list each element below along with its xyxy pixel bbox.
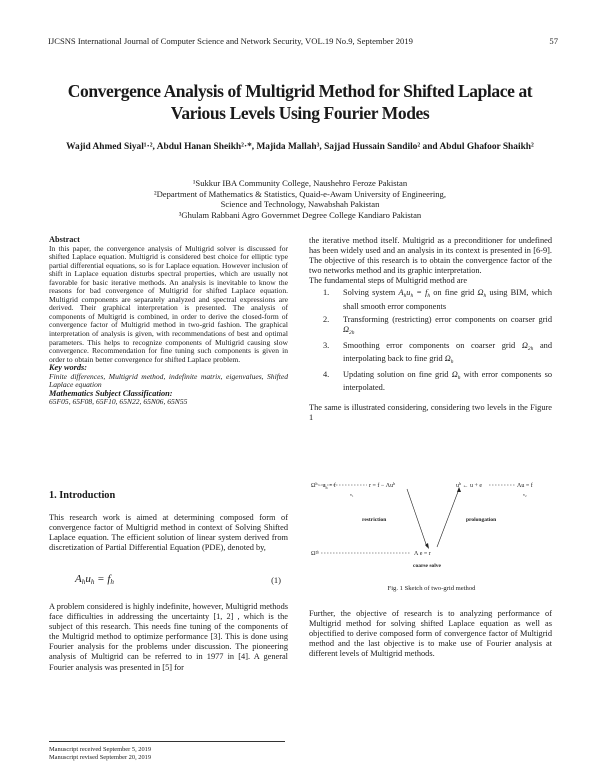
affiliations [60,178,540,221]
restriction-arrow [407,489,427,547]
fine-grid-label: $\Omega^h$ [311,481,318,489]
abstract-text: In this paper, the convergence analysis of Multigrid solver is discussed for shifted Laplace equation. Multigrid is considered best choice for elliptic type partial differential equations, so is for Laplace equation. However inclusion of shift in Laplace equation disturbs spectral properties, which are usually not favorable for basic iterative methods. An analysis is inevitable to know the reasons for bad convergence of Multigrid for shifted Laplace equation. Multigrid components are separately analyzed and spectral expressions are derived. Their graphical interpretation is presented. The analysis of components of Multigrid is combined, in order to derive the closed-form of convergence factor of Multigrid method in two-grid fashion. The graphical interpretation of analysis is given, with recommendations of best and optimal parameters. This helps to recognize components of Multigrid causing slow convergence. Recommendation for fine tuning such components is given in order to obtain better convergence for shifted Laplace problem. [49,243,288,364]
step-item: 2. Transforming (restricting) error components on coarser grid $\Omega_{2h}$ [323,314,552,336]
author-list: Wajid Ahmed Siyal¹·², Abdul Hanan Sheikh²·*, Majida Mallah³, Sajjad Hussain Sandilo² and Abdul Ghafoor Shaikh² [66,142,534,152]
section-heading-introduction: 1. Introduction [49,490,116,501]
right-para-1: the iterative method itself. Multigrid as a preconditioner for undefined has been widely used and an analysis in its context is presented in [6-9]. The objective of this research is to obtain the convergence factor of the two networks method and its graphic interpretation. [309,236,552,276]
coarse-grid-label: Ω²ʰ [311,551,320,557]
affiliation-3: ³Ghulam Rabbani Agro Governmet Degree College Kandiaro Pakistan [178,210,422,221]
abstract-heading: Abstract [49,235,80,244]
presmooth-label: · $u_h = f$ [319,483,336,490]
coarse-equation-label: Λ e = r [414,551,431,557]
equation-1 [75,573,285,586]
page-number: 57 [549,36,558,46]
paper-title: Convergence Analysis of Multigrid Method for Shifted Laplace at Various Levels Using Fourier Modes [67,81,533,123]
footnotes [49,741,285,761]
figure-intro: The same is illustrated considering, considering two levels in the Figure 1 [309,403,552,423]
correction-label: $u^h$ ← u + e [456,481,483,489]
step-item: 1. Solving system $A_hu_h = f_h$ on fine grid $\Omega_h$ using BIM, which shall smooth error components [323,288,552,311]
running-header [48,36,558,46]
equation-formula: $A_hu_h = f_h$ [75,573,114,586]
affiliation-1: ¹Sukkur IBA Community College, Naushehro Feroze Pakistan [192,178,408,188]
steps-intro: The fundamental steps of Multigrid method are [309,276,468,286]
prolongation-label: prolongation [466,517,497,523]
residual-label: $r = f - \Lambda u^h$ [369,481,396,489]
affiliation-2-cont: Science and Technology, Nawabshah Pakistan [220,199,380,210]
intro-para-1: This research work is aimed at determining composed form of convergence factor of Multigrid method in context of Solving Shifted Laplace equation. The efficient solution of linear system derived from discretization of Partial Differential Equation (PDE), denoted by, [49,513,288,553]
restriction-label: restriction [362,517,387,523]
affiliation-2: ²Department of Mathematics & Statistics, Quaid-e-Awam University of Engineering, [154,188,446,199]
step-item: 3. Smoothing error components on coarser grid $\Omega_{2h}$ and interpolating back to fine grid $\Omega_h$ [323,340,552,365]
keywords: Finite differences, Multigrid method, indefinite matrix, eigenvalues, Shifted Laplace equation [49,371,288,390]
msc-codes: 65F05, 65F08, 65F10, 65N22, 65N06, 65N55 [49,397,188,407]
restriction-arrowhead [425,543,429,549]
intro-para-2: A problem considered is highly indefinite, however, Multigrid methods face difficulties in addressing the uncertainty [1, 2] , which is the subject of this research. This needs fine tuning of the components of the Multigrid method to optimize performance [3]. This is done using Fourier analysis for the problems under discussion. The pioneering analysis of Multigrid can be referred to in 1977 in [4]. A general Fourier analysis was presented in [5] for [49,602,288,672]
footnote-revised: Manuscript revised September 20, 2019 [49,753,152,761]
keywords-heading: Key words: [49,363,88,373]
nu1-label: ν₁ [350,492,354,497]
figure-caption: Fig. 1 Sketch of two-grid method [387,585,476,592]
prolongation-arrow [437,489,459,547]
postsmooth-label: Λu = f [517,483,533,489]
left-column [49,236,288,407]
right-column [309,236,552,423]
journal-name: IJCSNS International Journal of Computer Science and Network Security, VOL.19 No.9, September 2019 [48,36,413,46]
msc-heading: Mathematics Subject Classification: [49,388,173,398]
two-grid-figure [309,475,554,572]
coarse-solve-label: coarse solve [413,563,441,569]
right-para-2: Further, the objective of research is to analyzing performance of Multigrid method for solving shifted Laplace equation as well as objectified to derive composed form of convergence factor of Multigrid method and the last objective is to make use of Fourier analysis at different levels of Multigrid methods. [309,609,552,659]
footnote-received: Manuscript received September 5, 2019 [49,746,152,753]
equation-number: (1) [271,575,281,585]
steps-list [309,288,552,393]
nu2-label: ν₂ [523,492,527,497]
step-item: 4. Updating solution on fine grid $\Omega_h$ with error components so interpolated. [323,370,553,393]
